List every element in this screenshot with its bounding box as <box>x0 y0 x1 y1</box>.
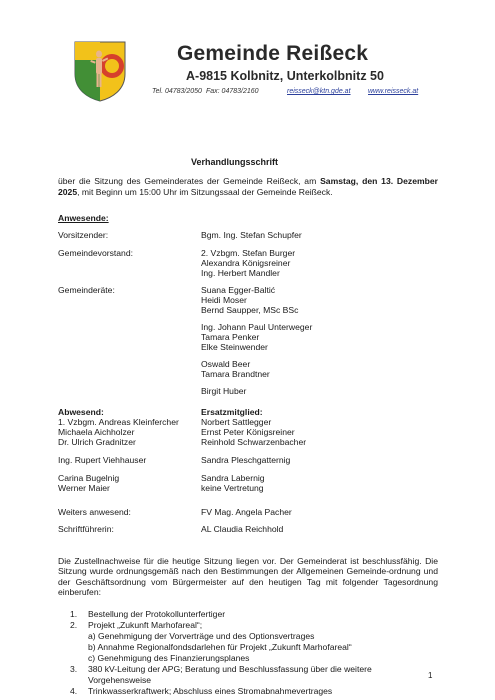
recorder-label: Schriftführerin: <box>58 524 114 534</box>
page-number: 1 <box>428 671 433 680</box>
board-member: 2. Vzbgm. Stefan Burger <box>201 248 296 258</box>
intro-paragraph: über die Sitzung des Gemeinderates der Gemeinde Reißeck, am Samstag, den 13. Dezember 2025, mit Beginn um 15:00 Uhr im Sitzungssaal der Gemeinde Reißeck. <box>58 176 438 197</box>
agenda-subitem: a) Genehmigung der Vorverträge und des Optionsvertrages <box>88 631 315 641</box>
councillor: Tamara Brandtner <box>201 369 270 379</box>
website-link[interactable]: www.reisseck.at <box>368 88 419 95</box>
councillor: Elke Steinwender <box>201 342 268 352</box>
municipality-name: Gemeinde Reißeck <box>177 42 369 65</box>
absent-heading: Abwesend: <box>58 407 104 417</box>
chairman-label: Vorsitzender: <box>58 230 109 240</box>
agenda-subitem: c) Genehmigung des Finanzierungsplanes <box>88 653 250 663</box>
councillor: Bernd Saupper, MSc BSc <box>201 305 299 315</box>
agenda-subitem: b) Annahme Regionalfondsdarlehen für Projekt „Zukunft Marhofareal“ <box>88 642 352 652</box>
substitute-heading: Ersatzmitglied: <box>201 407 263 417</box>
body-paragraph: Die Zustellnachweise für die heutige Sitzung liegen vor. Der Gemeinderat ist beschlussfähig. Die Sitzung wurde ordnungsgemäß nach den Bestimmungen der Allgemeinen Gemeinde-ordnung und der Geschäftsordnung vom Bürgermeister auf den heutigen Tag mit folgender Tagesordnung einberufen: <box>58 556 438 598</box>
present-heading: Anwesende: <box>58 213 109 223</box>
agenda-item-continuation: Vorgehensweise <box>88 675 152 685</box>
absent-member: Dr. Ulrich Gradnitzer <box>58 437 136 447</box>
phone-number: Tel. 04783/2050 <box>152 88 202 95</box>
absent-member: 1. Vzbgm. Andreas Kleinfercher <box>58 417 179 427</box>
councillor: Heidi Moser <box>201 295 247 305</box>
councillor: Tamara Penker <box>201 332 260 342</box>
recorder-name: AL Claudia Reichhold <box>201 524 284 534</box>
substitute-member: Sandra Labernig <box>201 473 265 483</box>
also-present-label: Weiters anwesend: <box>58 507 131 517</box>
councillor: Oswald Beer <box>201 359 251 369</box>
also-present-name: FV Mag. Angela Pacher <box>201 507 292 517</box>
absent-member: Carina Bugelnig <box>58 473 120 483</box>
substitute-member: Sandra Pleschgatternig <box>201 455 291 465</box>
councillor: Ing. Johann Paul Unterweger <box>201 322 313 332</box>
agenda-item: 2. Projekt „Zukunft Marhofareal“; <box>70 620 203 630</box>
absent-member: Ing. Rupert Viehhauser <box>58 455 147 465</box>
absent-member: Michaela Aichholzer <box>58 427 135 437</box>
municipality-address: A-9815 Kolbnitz, Unterkolbnitz 50 <box>186 69 384 83</box>
fax-number: Fax: 04783/2160 <box>206 88 259 95</box>
board-member: Alexandra Königsreiner <box>201 258 291 268</box>
substitute-member: keine Vertretung <box>201 483 264 493</box>
councillors-label: Gemeinderäte: <box>58 285 115 295</box>
substitute-member: Reinhold Schwarzenbacher <box>201 437 307 447</box>
email-link[interactable]: reisseck@ktn.gde.at <box>287 88 351 95</box>
councillor: Suana Egger-Baltić <box>201 285 276 295</box>
substitute-member: Norbert Sattlegger <box>201 417 272 427</box>
absent-member: Werner Maier <box>58 483 110 493</box>
agenda-item: 3. 380 kV-Leitung der APG; Beratung und Beschlussfassung über die weitere <box>70 664 372 674</box>
document-title: Verhandlungsschrift <box>191 157 279 167</box>
agenda-list <box>70 609 433 697</box>
substitute-member: Ernst Peter Königsreiner <box>201 427 295 437</box>
municipal-crest-logo <box>72 40 128 102</box>
agenda-item: 1. Bestellung der Protokollunterfertiger <box>70 609 226 619</box>
board-member: Ing. Herbert Mandler <box>201 268 280 278</box>
chairman-name: Bgm. Ing. Stefan Schupfer <box>201 230 302 240</box>
board-label: Gemeindevorstand: <box>58 248 133 258</box>
agenda-item: 4. Trinkwasserkraftwerk; Abschluss eines Stromabnahmevertrages <box>70 686 333 696</box>
councillor: Birgit Huber <box>201 386 247 396</box>
